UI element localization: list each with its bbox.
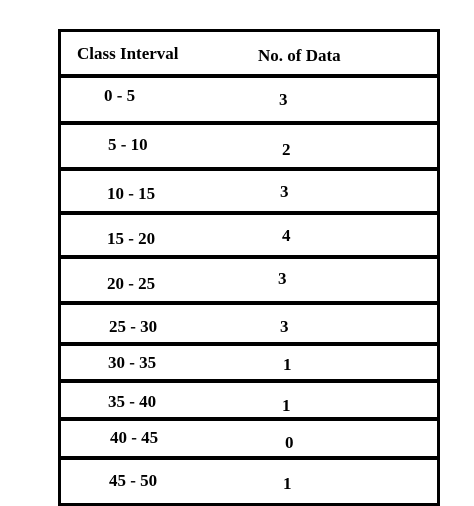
- table-header-row: [58, 29, 440, 77]
- table-row: [58, 302, 440, 345]
- class-interval-cell: 10 - 15: [107, 184, 156, 203]
- table-row: [58, 122, 440, 170]
- count-cell: 3: [280, 317, 289, 336]
- frequency-table: [58, 29, 440, 503]
- class-interval-cell: 15 - 20: [107, 229, 156, 248]
- count-cell: 1: [282, 396, 291, 415]
- table-row: [58, 75, 440, 124]
- table-row: [58, 457, 440, 506]
- table-row: [58, 256, 440, 304]
- count-cell: 3: [279, 90, 288, 109]
- class-interval-cell: 30 - 35: [108, 353, 157, 372]
- count-cell: 0: [285, 433, 294, 452]
- class-interval-cell: 0 - 5: [104, 86, 136, 105]
- class-interval-cell: 20 - 25: [107, 274, 156, 293]
- table-row: [58, 418, 440, 459]
- count-cell: 1: [283, 355, 292, 374]
- count-cell: 4: [282, 226, 291, 245]
- header-class-interval: Class Interval: [77, 44, 179, 63]
- class-interval-cell: 45 - 50: [109, 471, 158, 490]
- class-interval-cell: 5 - 10: [108, 135, 148, 154]
- class-interval-cell: 35 - 40: [108, 392, 157, 411]
- count-cell: 2: [282, 140, 291, 159]
- count-cell: 1: [283, 474, 292, 493]
- table-row: [58, 168, 440, 214]
- table-row: [58, 212, 440, 258]
- class-interval-cell: 40 - 45: [110, 428, 159, 447]
- header-no-of-data: No. of Data: [258, 46, 341, 65]
- table-row: [58, 380, 440, 420]
- table-row: [58, 343, 440, 382]
- class-interval-cell: 25 - 30: [109, 317, 158, 336]
- count-cell: 3: [280, 182, 289, 201]
- count-cell: 3: [278, 269, 287, 288]
